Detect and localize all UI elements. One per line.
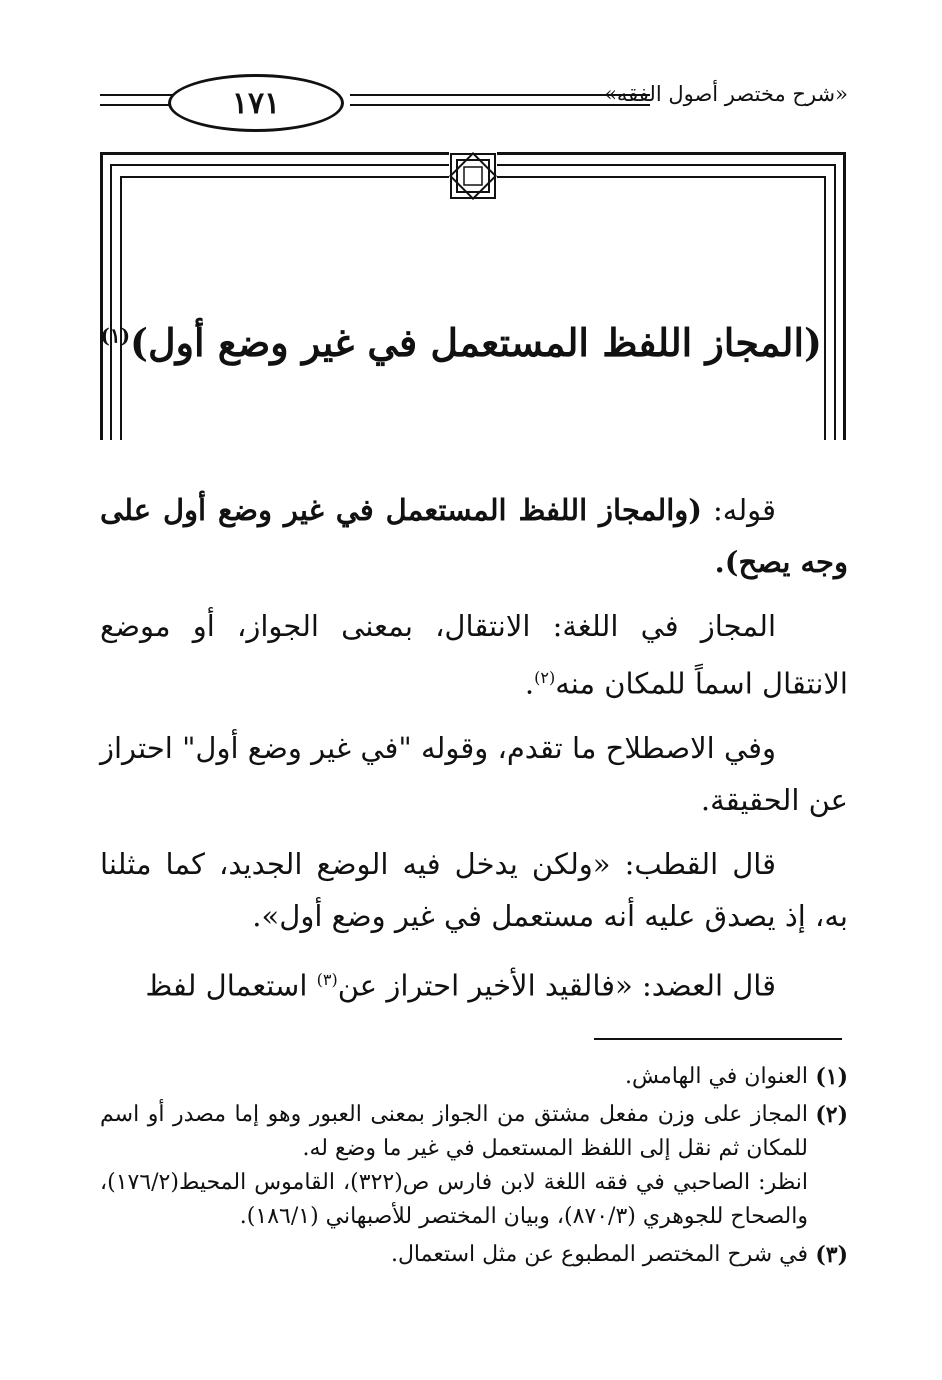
footnote-ref: (١) [100,323,131,348]
footnote [100,1238,848,1272]
running-title: «شرح مختصر أصول الفقه» [604,82,848,106]
footnote-separator [594,1038,842,1040]
paragraph-text: وفي الاصطلاح ما تقدم، وقوله "في غير وضع أول" احتراز عن الحقيقة. [100,730,848,817]
quoted-definition: (والمجاز اللفظ المستعمل في غير وضع أول على وجه يصح). [100,493,848,579]
footnote-ref: (٢) [534,668,556,687]
footnote-number: (٢) [815,1102,848,1128]
paragraph-text: استعمال لفظ [145,968,308,1003]
paragraph [100,954,848,1012]
footnote-number: (١) [815,1064,848,1090]
footnote-ref: (٣) [316,969,338,989]
chapter-title [100,320,822,365]
frame-line [110,164,112,440]
paragraph [100,838,848,942]
paragraph-text: قال العضد: «فالقيد الأخير احتراز عن [337,968,776,1003]
frame-line [824,176,826,440]
footnote [100,1098,848,1234]
frame-line [100,152,103,440]
footnotes [100,1060,848,1276]
paragraph-lead: قوله: [713,493,776,527]
footnote-text: المجاز على وزن مفعل مشتق من الجواز بمعنى العبور وهو إما مصدر أو اسم للمكان ثم نقل إلى اللفظ المستعمل في غير ما وضع له. [100,1102,808,1161]
footnote-text: العنوان في الهامش. [624,1064,808,1089]
paragraph [100,600,848,710]
paragraph [100,484,848,588]
paragraph [100,722,848,826]
frame-line [843,152,846,440]
body-text [100,484,848,1023]
chapter-title-text: (المجاز اللفظ المستعمل في غير وضع أول) [130,320,822,365]
chapter-frame [100,152,846,440]
footnote [100,1060,848,1094]
footnote-text: في شرح المختصر المطبوع عن مثل استعمال. [390,1242,808,1267]
paragraph-text: المجاز في اللغة: الانتقال، بمعنى الجواز، أو موضع الانتقال اسماً للمكان منه [100,609,848,701]
footnote-text: انظر: الصاحبي في فقه اللغة لابن فارس ص(٣٢٢)، القاموس المحيط(١٧٦/٢)، والصحاح للجوهري (٨٧٠/٣)، وبيان المختصر للأصبهاني (١٨٦/١). [100,1170,808,1229]
octagonal-star-ornament-icon [449,152,497,200]
paragraph-end: . [524,666,535,701]
page-number [168,74,344,132]
page-number-text: ١٧١ [231,85,281,121]
paragraph-text: قال القطب: «ولكن يدخل فيه الوضع الجديد، كما مثلنا به، إذ يصدق عليه أنه مستعمل في غير وضع أول». [100,846,848,933]
page-header [100,68,848,138]
footnote-number: (٣) [815,1242,848,1268]
frame-line [834,164,836,440]
frame-line [120,176,122,440]
